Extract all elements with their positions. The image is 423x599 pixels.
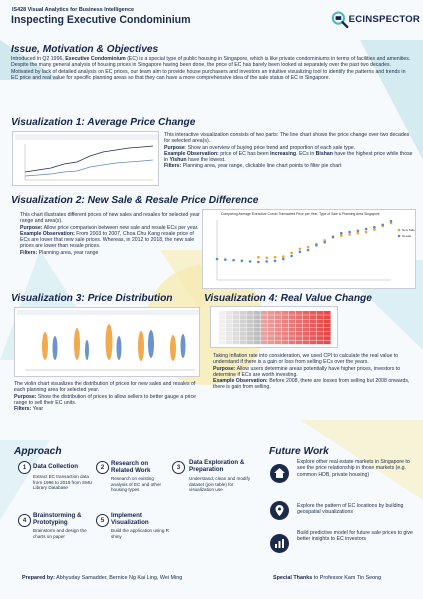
heatmap-cell bbox=[219, 340, 226, 344]
heatmap-cell bbox=[254, 324, 261, 328]
step-3-number: 3 bbox=[172, 461, 185, 474]
heatmap-cell bbox=[275, 336, 282, 340]
heatmap-cell bbox=[268, 336, 275, 340]
heatmap-cell bbox=[310, 332, 317, 336]
heatmap-cell bbox=[289, 336, 296, 340]
special-thanks: Special Thanks to Professor Kam Tin Seong bbox=[273, 575, 382, 581]
heatmap-cell bbox=[226, 315, 233, 319]
heatmap-cell bbox=[310, 328, 317, 332]
scatter-point bbox=[373, 226, 376, 229]
heatmap-cell bbox=[240, 332, 247, 336]
heatmap-cell bbox=[296, 336, 303, 340]
heatmap-cell bbox=[282, 311, 289, 315]
scatter-point bbox=[282, 258, 285, 261]
step-1-desc: Extract EC transaction data from 1996 to 2019 from SMU Library Database bbox=[33, 474, 93, 491]
step-5-desc: Build the application using R shiny bbox=[111, 528, 169, 539]
heatmap-cell bbox=[324, 332, 331, 336]
heatmap-cell bbox=[233, 340, 240, 344]
heatmap-cell bbox=[268, 311, 275, 315]
heatmap-cell bbox=[233, 315, 240, 319]
scatter-point bbox=[332, 236, 335, 239]
heatmap-cell bbox=[226, 324, 233, 328]
heatmap-cell bbox=[282, 336, 289, 340]
heatmap-cell bbox=[289, 332, 296, 336]
heatmap-cell bbox=[317, 336, 324, 340]
step-4-desc: Brainstorm and design the charts on paper bbox=[33, 528, 87, 539]
viz2-scatter-chart bbox=[203, 210, 417, 290]
heatmap-cell bbox=[247, 311, 254, 315]
heatmap-cell bbox=[261, 336, 268, 340]
heatmap-cell bbox=[282, 315, 289, 319]
heatmap-cell bbox=[240, 324, 247, 328]
heatmap-cell bbox=[219, 315, 226, 319]
heatmap-cell bbox=[275, 324, 282, 328]
viz1-line-chart bbox=[13, 132, 160, 187]
heatmap-cell bbox=[261, 315, 268, 319]
heatmap-cell bbox=[303, 324, 310, 328]
heatmap-cell bbox=[233, 336, 240, 340]
scatter-point bbox=[357, 232, 360, 235]
scatter-point bbox=[265, 257, 268, 260]
heatmap-cell bbox=[296, 324, 303, 328]
legend-label: New Sale bbox=[402, 228, 415, 233]
heatmap-cell bbox=[247, 315, 254, 319]
scatter-point bbox=[274, 260, 277, 263]
heatmap-cell bbox=[254, 315, 261, 319]
heatmap-cell bbox=[268, 315, 275, 319]
heatmap-cell bbox=[296, 315, 303, 319]
heatmap-cell bbox=[226, 328, 233, 332]
heatmap-cell bbox=[254, 336, 261, 340]
heatmap-cell bbox=[233, 332, 240, 336]
viz4-chart-panel bbox=[210, 306, 338, 348]
heatmap-cell bbox=[268, 319, 275, 323]
scatter-point bbox=[257, 261, 260, 264]
scatter-point bbox=[340, 232, 343, 235]
scatter-point bbox=[307, 246, 310, 249]
viz2-chart-title: Comparing Average Executive Condo Transacted Price per Year, Type of Sale & Planning Area Singapore bbox=[221, 212, 380, 216]
scatter-point bbox=[348, 231, 351, 234]
heatmap-cell bbox=[261, 340, 268, 344]
heatmap-cell bbox=[247, 340, 254, 344]
heatmap-cell bbox=[289, 319, 296, 323]
heatmap-cell bbox=[261, 328, 268, 332]
viz1-text: This interactive visualization consists of two parts: The line chart shows the price change over two decades for selected area(s). Purpose: Show an overview of buying price trend and proportion of each sale type. Example Observation: price of EC has been increasing. ECs in Bishan have the highest price while those in Yishun have the lowest. Filters: Planning area, year range, clickable line chart points to filter pie chart bbox=[164, 132, 413, 170]
predictive-model-icon bbox=[270, 534, 289, 553]
heatmap-cell bbox=[219, 328, 226, 332]
scatter-point bbox=[257, 256, 260, 259]
heatmap-cell bbox=[247, 336, 254, 340]
prepared-by: Prepared by: Abhyuday Samadder, Bernice Ng Kai Ling, Wei Ming bbox=[22, 575, 183, 581]
scatter-point bbox=[323, 241, 326, 244]
heatmap-cell bbox=[261, 319, 268, 323]
heatmap-cell bbox=[261, 311, 268, 315]
heatmap-cell bbox=[317, 328, 324, 332]
viz1-heading: Visualization 1: Average Price Change bbox=[11, 117, 196, 128]
viz3-violin-chart bbox=[15, 308, 201, 378]
scatter-point bbox=[216, 258, 219, 261]
heatmap-cell bbox=[240, 315, 247, 319]
heatmap-cell bbox=[268, 340, 275, 344]
heatmap-cell bbox=[254, 328, 261, 332]
scatter-point bbox=[265, 260, 268, 263]
step-1-title: Data Collection bbox=[33, 463, 79, 470]
logo bbox=[330, 8, 420, 30]
heatmap-cell bbox=[268, 324, 275, 328]
scatter-point bbox=[365, 228, 368, 231]
heatmap-cell bbox=[317, 319, 324, 323]
heatmap-cell bbox=[261, 324, 268, 328]
scatter-point bbox=[340, 234, 343, 237]
heatmap-cell bbox=[282, 340, 289, 344]
heatmap-cell bbox=[233, 319, 240, 323]
heatmap-cell bbox=[289, 311, 296, 315]
heatmap-cell bbox=[310, 324, 317, 328]
scatter-point bbox=[381, 224, 384, 227]
heatmap-cell bbox=[296, 319, 303, 323]
viz4-heading: Visualization 4: Real Value Change bbox=[204, 293, 372, 304]
future-item-3: Build predictive model for future sale prices to give better insights to EC investors bbox=[297, 530, 413, 543]
heatmap-cell bbox=[240, 328, 247, 332]
heatmap-cell bbox=[317, 340, 324, 344]
heatmap-cell bbox=[282, 328, 289, 332]
step-5-title: Implement Visualization bbox=[111, 512, 149, 526]
heatmap-cell bbox=[233, 328, 240, 332]
viz4-text: Taking inflation rate into consideration, we used CPI to calculate the real value to understand if there is a gain or loss from selling ECs over the years. Purpose: Allow users determine areas potentially have higher prices, investors to determine if ECs are worth investing. Example Observation: Before 2008, there are losses from selling but 2008 onwards, there is gain from selling. bbox=[213, 353, 410, 391]
heatmap-cell bbox=[247, 328, 254, 332]
heatmap-cell bbox=[233, 324, 240, 328]
heatmap-cell bbox=[240, 319, 247, 323]
heatmap-cell bbox=[324, 324, 331, 328]
heatmap-cell bbox=[275, 315, 282, 319]
heatmap-cell bbox=[219, 332, 226, 336]
heatmap-cell bbox=[247, 319, 254, 323]
legend-marker bbox=[398, 235, 401, 238]
heatmap-cell bbox=[303, 319, 310, 323]
magnifier-icon bbox=[330, 9, 349, 29]
heatmap-cell bbox=[303, 340, 310, 344]
approach-heading: Approach bbox=[14, 446, 62, 457]
poster-title: Inspecting Executive Condominium bbox=[11, 14, 191, 26]
heatmap-cell bbox=[219, 336, 226, 340]
scatter-point bbox=[299, 251, 302, 254]
map-pin-icon bbox=[270, 501, 289, 520]
heatmap-cell bbox=[254, 332, 261, 336]
logo-text: ECINSPECTOR bbox=[348, 13, 420, 25]
scatter-point bbox=[307, 249, 310, 252]
heatmap-cell bbox=[275, 340, 282, 344]
heatmap-cell bbox=[324, 328, 331, 332]
scatter-point bbox=[282, 255, 285, 258]
step-2-number: 2 bbox=[96, 461, 109, 474]
heatmap-cell bbox=[254, 311, 261, 315]
viz2-text: This chart illustrates different prices of new sales and resales for selected year range and area(s). Purpose: Allow price comparison between new sale and resale ECs per year. Example Observation: From 2003 to 2007, Choa Chu Kang resale price of ECs are lower that new sale prices. Whereas, in 2012 to 2018, the new sale prices are lower than resale prices. Filters: Planning area, year range bbox=[20, 212, 200, 256]
heatmap-cell bbox=[247, 324, 254, 328]
scatter-point bbox=[357, 230, 360, 233]
step-4-number: 4 bbox=[18, 514, 31, 527]
heatmap-cell bbox=[282, 319, 289, 323]
heatmap-cell bbox=[233, 311, 240, 315]
viz1-chart-panel bbox=[12, 131, 159, 186]
heatmap-cell bbox=[310, 336, 317, 340]
heatmap-cell bbox=[296, 328, 303, 332]
heatmap-cell bbox=[317, 332, 324, 336]
heatmap-cell bbox=[226, 311, 233, 315]
viz3-text: The violin chart visualizes the distribution of prices for new sales and resales of each planning area for selected year. Purpose: Show the distribution of prices to allow sellers to better gauge a price range to sell their EC units. Filters: Year bbox=[14, 381, 196, 413]
heatmap-cell bbox=[317, 324, 324, 328]
heatmap-cell bbox=[310, 311, 317, 315]
scatter-point bbox=[315, 244, 318, 247]
heatmap-cell bbox=[261, 332, 268, 336]
heatmap-cell bbox=[268, 328, 275, 332]
heatmap-cell bbox=[303, 315, 310, 319]
heatmap-cell bbox=[317, 311, 324, 315]
heatmap-cell bbox=[296, 332, 303, 336]
legend-label: Resale bbox=[402, 234, 412, 239]
step-4-title: Brainstorming & Prototyping bbox=[33, 512, 82, 526]
viz3-chart-panel bbox=[14, 307, 200, 377]
viz4-heatmap-chart bbox=[211, 307, 339, 349]
heatmap-cell bbox=[226, 340, 233, 344]
heatmap-cell bbox=[240, 340, 247, 344]
heatmap-cell bbox=[268, 332, 275, 336]
scatter-point bbox=[224, 258, 227, 261]
viz2-heading: Visualization 2: New Sale & Resale Price Difference bbox=[11, 195, 259, 206]
step-2-title: Research on Related Work bbox=[111, 460, 151, 474]
heatmap-cell bbox=[240, 311, 247, 315]
scatter-point bbox=[241, 260, 244, 263]
heatmap-cell bbox=[289, 328, 296, 332]
heatmap-cell bbox=[254, 340, 261, 344]
heatmap-cell bbox=[275, 328, 282, 332]
heatmap-cell bbox=[282, 324, 289, 328]
future-item-1: Explore other real estate markets in Singapore to see the price relationship in those markets (e.g. common HDB, private housing) bbox=[297, 459, 410, 478]
heatmap-cell bbox=[296, 340, 303, 344]
heatmap-cell bbox=[310, 340, 317, 344]
heatmap-cell bbox=[226, 336, 233, 340]
heatmap-cell bbox=[303, 332, 310, 336]
heatmap-cell bbox=[324, 340, 331, 344]
heatmap-cell bbox=[324, 311, 331, 315]
house-icon bbox=[270, 464, 289, 483]
heatmap-cell bbox=[226, 332, 233, 336]
scatter-point bbox=[348, 233, 351, 236]
scatter-point bbox=[249, 260, 252, 263]
scatter-point bbox=[290, 255, 293, 258]
heatmap-cell bbox=[219, 319, 226, 323]
scatter-point bbox=[290, 252, 293, 255]
heatmap-cell bbox=[275, 332, 282, 336]
heatmap-cell bbox=[226, 319, 233, 323]
heatmap-cell bbox=[303, 311, 310, 315]
viz3-heading: Visualization 3: Price Distribution bbox=[11, 293, 173, 304]
heatmap-cell bbox=[303, 336, 310, 340]
heatmap-cell bbox=[289, 340, 296, 344]
heatmap-cell bbox=[289, 324, 296, 328]
heatmap-cell bbox=[275, 319, 282, 323]
scatter-point bbox=[373, 228, 376, 231]
heatmap-cell bbox=[282, 332, 289, 336]
issue-text: Introduced in Q2 1996, Executive Condominium (EC) is a special type of public housing in Singapore, which is like private condominiums in terms of facilities and amenities. Despite the many general analysis of housing prices in Singapore having been done, the price of EC has barely been looked at separately over the past two decades. Motivated by lack of detailed analysis on EC prices, our team aim to provide house purchasers and investors an intuitive visualizing tool to identify the patterns and trends in EC price and real value for specific planning areas so that they can have a more comprehensive idea of the sale status of EC in Singapore. bbox=[11, 56, 411, 81]
scatter-point bbox=[390, 220, 393, 223]
step-1-number: 1 bbox=[18, 461, 31, 474]
heatmap-cell bbox=[324, 315, 331, 319]
heatmap-cell bbox=[310, 319, 317, 323]
scatter-point bbox=[299, 248, 302, 251]
heatmap-cell bbox=[296, 311, 303, 315]
heatmap-cell bbox=[275, 311, 282, 315]
step-5-number: 5 bbox=[96, 514, 109, 527]
heatmap-cell bbox=[310, 315, 317, 319]
step-3-title: Data Exploration & Preparation bbox=[189, 459, 245, 473]
course-label: IS428 Visual Analytics for Business Intelligence bbox=[12, 7, 134, 13]
step-3-desc: Understand, clean and modify dataset (join table) for visualization use bbox=[189, 476, 251, 493]
legend-marker bbox=[398, 229, 401, 232]
heatmap-cell bbox=[219, 311, 226, 315]
future-item-2: Explore the pattern of EC locations by building geospatial visualizations bbox=[297, 503, 404, 516]
heatmap-cell bbox=[324, 336, 331, 340]
heatmap-cell bbox=[303, 328, 310, 332]
scatter-point bbox=[274, 256, 277, 259]
step-2-desc: Research on existing analysis of EC and other housing types bbox=[111, 476, 162, 493]
heatmap-cell bbox=[240, 336, 247, 340]
scatter-point bbox=[365, 231, 368, 234]
viz2-chart-panel bbox=[202, 209, 416, 289]
scatter-point bbox=[232, 259, 235, 262]
heatmap-cell bbox=[289, 315, 296, 319]
heatmap-cell bbox=[324, 319, 331, 323]
issue-heading: Issue, Motivation & Objectives bbox=[11, 44, 159, 55]
heatmap-cell bbox=[254, 319, 261, 323]
future-heading: Future Work bbox=[269, 446, 329, 457]
heatmap-cell bbox=[317, 315, 324, 319]
heatmap-cell bbox=[247, 332, 254, 336]
heatmap-cell bbox=[219, 324, 226, 328]
